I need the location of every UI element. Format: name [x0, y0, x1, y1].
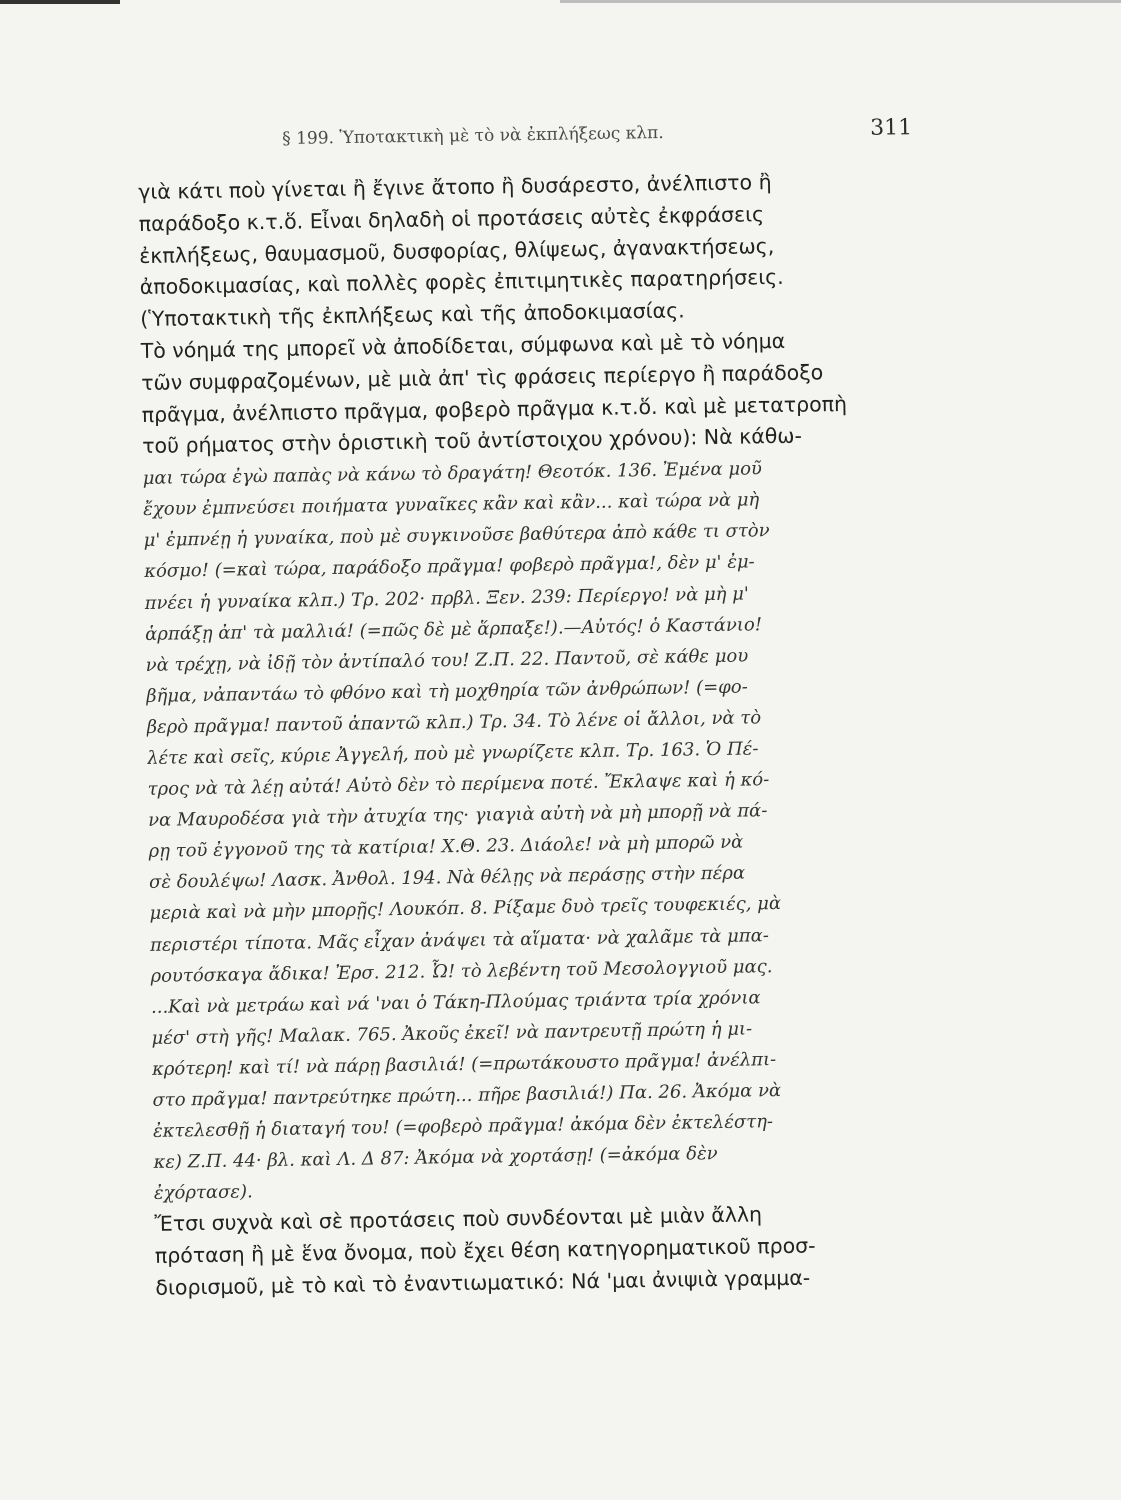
text-line: μέσ' στὴ γῆς! Μαλακ. 765. Ἀκοῦς ἐκεῖ! νὰ παντρευτῇ πρώτη ἡ μι-: [151, 1018, 753, 1049]
text-line: μεριὰ καὶ νὰ μὴν μπορῇς! Λουκόπ. 8. Ρίξαμε δυὸ τρεῖς τουφεκιές, μὰ: [149, 893, 782, 925]
text-line: τρος νὰ τὰ λέῃ αὐτά! Αὐτὸ δὲν τὸ περίμενα ποτέ. Ἔκλαψε καὶ ἡ κό-: [147, 769, 770, 801]
text-line: σὲ δουλέψω! Λασκ. Ἀνθολ. 194. Νὰ θέλῃς νὰ περάσῃς στὴν πέρα: [148, 862, 746, 894]
page-body: [138, 165, 916, 1305]
text-line: περιστέρι τίποτα. Μᾶς εἶχαν ἀνάψει τὰ αἵματα· νὰ χαλᾶμε τὰ μπα-: [149, 924, 770, 956]
page-header: [282, 115, 913, 165]
text-line: ἁρπάξῃ ἀπ' τὰ μαλλιά! (=πῶς δὲ μὲ ἅρπαξε!).—Αὐτός! ὁ Καστάνιο!: [145, 613, 763, 645]
text-line: βῆμα, νἀπαντάω τὸ φθόνο καὶ τὴ μοχθηρία τῶν ἀνθρώπων! (=φο-: [145, 676, 748, 707]
text-line: κρότερη! καὶ τί! νὰ πάρῃ βασιλιά! (=πρωτάκουστο πρᾶγμα! ἀνέλπι-: [151, 1049, 777, 1080]
text-line: τοῦ ρήματος στὴν ὁριστικὴ τοῦ ἀντίστοιχου χρόνου): Νὰ κάθω-: [142, 423, 803, 459]
text-line: ἔχουν ἐμπνεύσει ποιήματα γυναῖκες κἂν καὶ κἂν... καὶ τώρα νὰ μὴ: [143, 489, 760, 521]
text-line: πρᾶγμα, ἀνέλπιστο πρᾶγμα, φοβερὸ πρᾶγμα κ.τ.ὅ. καὶ μὲ μετατροπὴ: [141, 391, 848, 427]
text-line: ἀποδοκιμασίας, καὶ πολλὲς φορὲς ἐπιτιμητικὲς παρατηρήσεις.: [139, 265, 784, 300]
text-line: Ἔτσι συχνὰ καὶ σὲ προτάσεις ποὺ συνδέονται μὲ μιὰν ἄλλη: [154, 1202, 763, 1237]
text-line: κε) Ζ.Π. 44· βλ. καὶ Λ. Δ 87: Ἀκόμα νὰ χορτάσῃ! (=ἀκόμα δὲν: [153, 1143, 718, 1174]
text-line: ρῃ τοῦ ἐγγονοῦ της τὰ κατίρια! Χ.Θ. 23. Διάολε! νὰ μὴ μπορῶ νὰ: [148, 831, 744, 863]
text-line: (Ὑποτακτικὴ τῆς ἐκπλήξεως καὶ τῆς ἀποδοκιμασίας.: [140, 298, 685, 332]
text-line: μαι τώρα ἐγὼ παπὰς νὰ κάνω τὸ δραγάτη! Θεοτόκ. 136. Ἐμένα μοῦ: [142, 458, 763, 490]
text-line: ἐχόρτασε).: [153, 1181, 253, 1205]
text-line: στο πρᾶγμα! παντρεύτηκε πρώτη... πῆρε βασιλιά!) Πα. 26. Ἀκόμα νὰ: [152, 1080, 782, 1111]
text-line: ἐκπλήξεως, θαυμασμοῦ, δυσφορίας, θλίψεως, ἀγανακτήσεως,: [139, 233, 775, 268]
text-line: κόσμο! (=καὶ τώρα, παράδοξο πρᾶγμα! φοβερὸ πρᾶγμα!, δὲν μ' ἐμ-: [144, 551, 755, 583]
scan-edge-mark: [0, 0, 120, 4]
text-line: γιὰ κάτι ποὺ γίνεται ἢ ἔγινε ἄτοπο ἢ δυσάρεστο, ἀνέλπιστο ἢ: [138, 170, 772, 204]
text-line: Τὸ νόημά της μπορεῖ νὰ ἀποδίδεται, σύμφωνα καὶ μὲ τὸ νόημα: [140, 328, 786, 363]
text-line: τῶν συμφραζομένων, μὲ μιὰ ἀπ' τὶς φράσεις περίεργο ἢ παράδοξο: [141, 360, 824, 395]
scan-edge-shadow: [560, 0, 1121, 3]
text-line: βερὸ πρᾶγμα! παντοῦ ἀπαντῶ κλπ.) Τρ. 34. Τὸ λένε οἱ ἄλλοι, νὰ τὸ: [146, 707, 762, 738]
text-line: πνέει ἡ γυναίκα κλπ.) Τρ. 202· πρβλ. Ξεν. 239: Περίεργο! νὰ μὴ μ': [144, 583, 750, 614]
text-line: παράδοξο κ.τ.ὅ. Εἶναι δηλαδὴ οἱ προτάσεις αὐτὲς ἐκφράσεις: [138, 201, 765, 236]
text-line: λέτε καὶ σεῖς, κύριε Ἀγγελή, ποὺ μὲ γνωρίζετε κλπ. Τρ. 163. Ὁ Πέ-: [146, 738, 759, 769]
running-head: § 199. Ὑποτακτικὴ μὲ τὸ νὰ ἐκπλήξεως κλπ.: [282, 123, 664, 149]
text-line: νὰ τρέχῃ, νὰ ἰδῇ τὸν ἀντίπαλό του! Ζ.Π. 22. Παντοῦ, σὲ κάθε μου: [145, 645, 749, 676]
text-line: να Μαυροδέσα γιὰ τὴν ἀτυχία της· γιαγιὰ αὐτὴ νὰ μὴ μπορῇ νὰ πά-: [147, 800, 768, 832]
text-line: ...Καὶ νὰ μετράω καὶ νά 'ναι ὁ Τάκη-Πλούμας τριάντα τρία χρόνια: [150, 987, 761, 1018]
page-number: 311: [869, 115, 913, 141]
text-line: ρουτόσκαγα ἄδικα! Ἐρσ. 212. Ὦ! τὸ λεβέντη τοῦ Μεσολογγιοῦ μας.: [150, 955, 773, 987]
text-line: διορισμοῦ, μὲ τὸ καὶ τὸ ἐναντιωματικό: Νά 'μαι ἀνιψιὰ γραμμα-: [155, 1265, 811, 1300]
text-line: πρόταση ἢ μὲ ἕνα ὄνομα, ποὺ ἔχει θέση κατηγορηματικοῦ προσ-: [154, 1233, 816, 1269]
text-line: μ' ἐμπνέῃ ἡ γυναίκα, ποὺ μὲ συγκινοῦσε βαθύτερα ἀπὸ κάθε τι στὸν: [143, 520, 770, 552]
text-line: ἐκτελεσθῇ ἡ διαταγή του! (=φοβερὸ πρᾶγμα! ἀκόμα δὲν ἐκτελέστη-: [152, 1111, 774, 1143]
